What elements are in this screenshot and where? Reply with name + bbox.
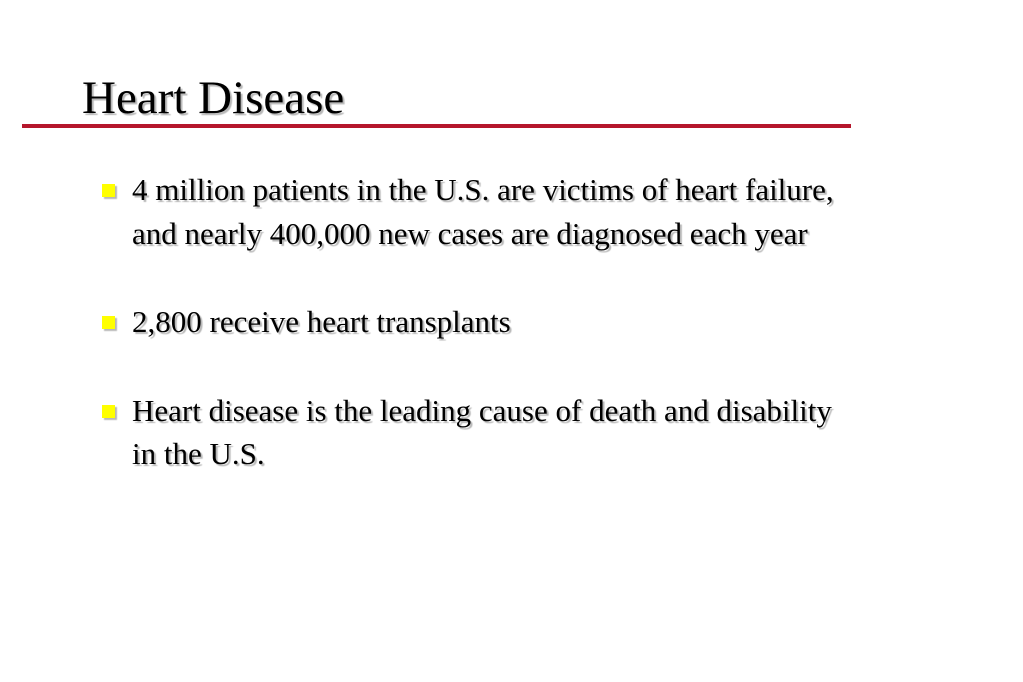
bullet-item <box>100 168 860 255</box>
bullet-item <box>100 389 860 476</box>
bullet-item <box>100 300 860 344</box>
title-underline <box>22 124 851 128</box>
square-bullet-icon <box>102 405 115 418</box>
bullet-text: 4 million patients in the U.S. are victims of heart failure, and nearly 400,000 new cases are diagnosed each year <box>132 172 834 251</box>
bullet-text: 2,800 receive heart transplants <box>132 304 511 339</box>
square-bullet-icon <box>102 184 115 197</box>
square-bullet-icon <box>102 316 115 329</box>
bullet-list <box>100 168 860 476</box>
bullet-text: Heart disease is the leading cause of death and disability in the U.S. <box>132 392 832 471</box>
slide-title: Heart Disease <box>82 72 345 124</box>
